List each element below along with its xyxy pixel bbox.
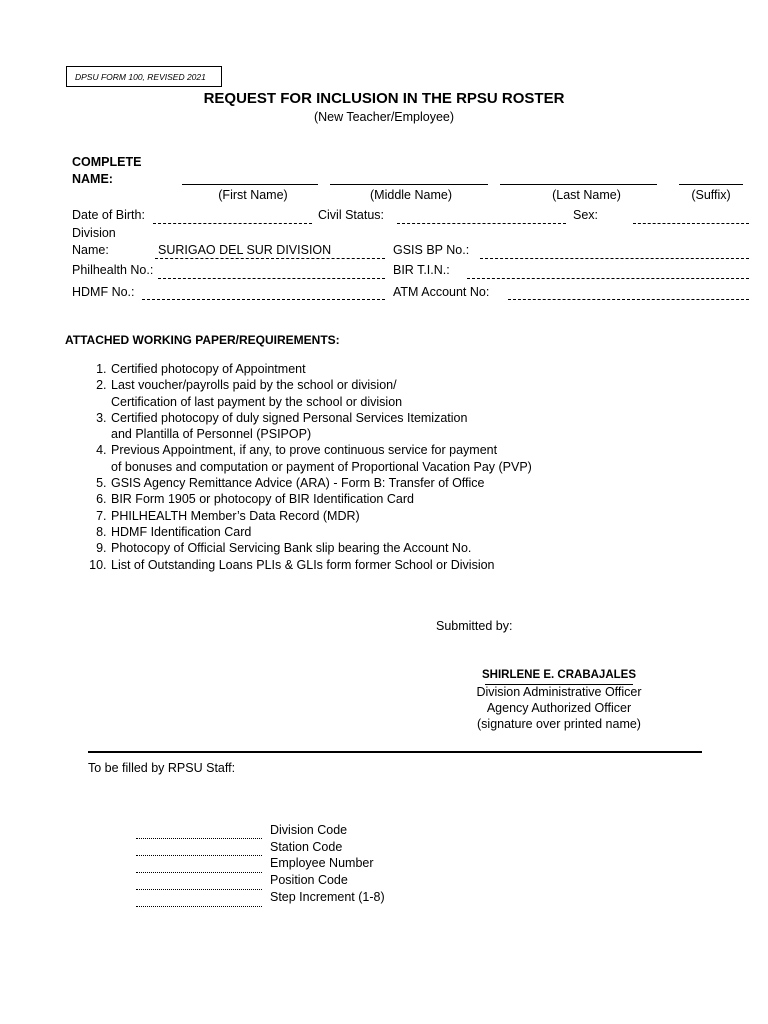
requirement-text: Photocopy of Official Servicing Bank slip bearing the Account No. <box>111 541 472 556</box>
requirement-text: List of Outstanding Loans PLIs & GLIs form former School or Division <box>111 557 495 572</box>
form-number-box <box>66 66 222 87</box>
requirement-text: GSIS Agency Remittance Advice (ARA) - Form B: Transfer of Office <box>111 476 485 491</box>
dob-field[interactable] <box>153 223 312 224</box>
station-code-label: Station Code <box>270 840 343 854</box>
middle-name-line[interactable] <box>330 184 488 185</box>
requirement-item <box>110 524 730 540</box>
requirement-text: PHILHEALTH Member’s Data Record (MDR) <box>111 508 360 523</box>
requirement-text: Certified photocopy of duly signed Personal Services Itemization <box>111 410 468 425</box>
requirement-item <box>110 361 730 377</box>
philhealth-label: Philhealth No.: <box>72 263 154 277</box>
complete-name-label-2: NAME: <box>72 172 113 186</box>
bir-field[interactable] <box>467 278 749 279</box>
civil-status-label: Civil Status: <box>318 208 384 222</box>
atm-field[interactable] <box>508 299 749 300</box>
hdmf-label: HDMF No.: <box>72 285 135 299</box>
signatory-name: SHIRLENE E. CRABAJALES <box>482 669 636 681</box>
step-increment-label: Step Increment (1-8) <box>270 890 385 904</box>
bir-label: BIR T.I.N.: <box>393 263 450 277</box>
requirement-item <box>110 410 730 443</box>
page-title: REQUEST FOR INCLUSION IN THE RPSU ROSTER <box>203 90 565 107</box>
requirement-item <box>110 491 730 507</box>
requirement-text: HDMF Identification Card <box>111 524 252 539</box>
requirement-text: Previous Appointment, if any, to prove continuous service for payment <box>111 443 498 458</box>
civil-status-field[interactable] <box>397 223 566 224</box>
requirement-text-cont: of bonuses and computation or payment of Proportional Vacation Pay (PVP) <box>111 459 532 474</box>
employee-number-field[interactable] <box>136 872 262 873</box>
first-name-caption: (First Name) <box>218 188 288 202</box>
requirements-heading: ATTACHED WORKING PAPER/REQUIREMENTS: <box>65 333 340 347</box>
sex-field[interactable] <box>633 223 749 224</box>
suffix-line[interactable] <box>679 184 743 185</box>
division-value: SURIGAO DEL SUR DIVISION <box>158 243 332 257</box>
division-field-line <box>155 258 385 259</box>
position-code-field[interactable] <box>136 889 262 890</box>
division-label-2: Name: <box>72 243 109 257</box>
sex-label: Sex: <box>573 208 599 222</box>
page-subtitle: (New Teacher/Employee) <box>313 110 455 124</box>
requirement-text-cont: and Plantilla of Personnel (PSIPOP) <box>111 427 312 442</box>
last-name-caption: (Last Name) <box>552 188 621 202</box>
form-number: DPSU FORM 100, REVISED 2021 <box>75 72 206 82</box>
requirement-text-cont: Certification of last payment by the school or division <box>111 394 403 409</box>
station-code-field[interactable] <box>136 855 262 856</box>
requirement-item <box>110 475 730 491</box>
section-divider <box>88 751 702 753</box>
gsis-field[interactable] <box>480 258 749 259</box>
requirement-item <box>110 508 730 524</box>
requirement-item <box>110 377 730 410</box>
philhealth-field[interactable] <box>158 278 385 279</box>
requirement-item <box>110 442 730 475</box>
requirement-text: BIR Form 1905 or photocopy of BIR Identification Card <box>111 492 414 507</box>
requirements-list <box>72 361 730 573</box>
requirement-item <box>110 540 730 556</box>
suffix-caption: (Suffix) <box>691 188 731 202</box>
middle-name-caption: (Middle Name) <box>370 188 452 202</box>
gsis-label: GSIS BP No.: <box>393 243 470 257</box>
signature-note: (signature over printed name) <box>477 717 641 731</box>
submitted-by-label: Submitted by: <box>436 619 513 633</box>
atm-label: ATM Account No: <box>393 285 490 299</box>
complete-name-label-1: COMPLETE <box>72 155 142 169</box>
dob-label: Date of Birth: <box>72 208 145 222</box>
requirement-text: Certified photocopy of Appointment <box>111 362 306 376</box>
requirement-item <box>110 557 730 573</box>
position-code-label: Position Code <box>270 873 348 887</box>
signatory-position-1: Division Administrative Officer <box>476 685 642 699</box>
division-code-label: Division Code <box>270 823 348 837</box>
requirement-text: Last voucher/payrolls paid by the school or division/ <box>111 378 397 393</box>
staff-section-label: To be filled by RPSU Staff: <box>88 761 236 775</box>
employee-number-label: Employee Number <box>270 856 374 870</box>
first-name-line[interactable] <box>182 184 318 185</box>
signatory-position-2: Agency Authorized Officer <box>486 701 632 715</box>
division-code-field[interactable] <box>136 838 262 839</box>
step-increment-field[interactable] <box>136 906 262 907</box>
last-name-line[interactable] <box>500 184 657 185</box>
hdmf-field[interactable] <box>142 299 385 300</box>
division-label-1: Division <box>72 226 116 240</box>
